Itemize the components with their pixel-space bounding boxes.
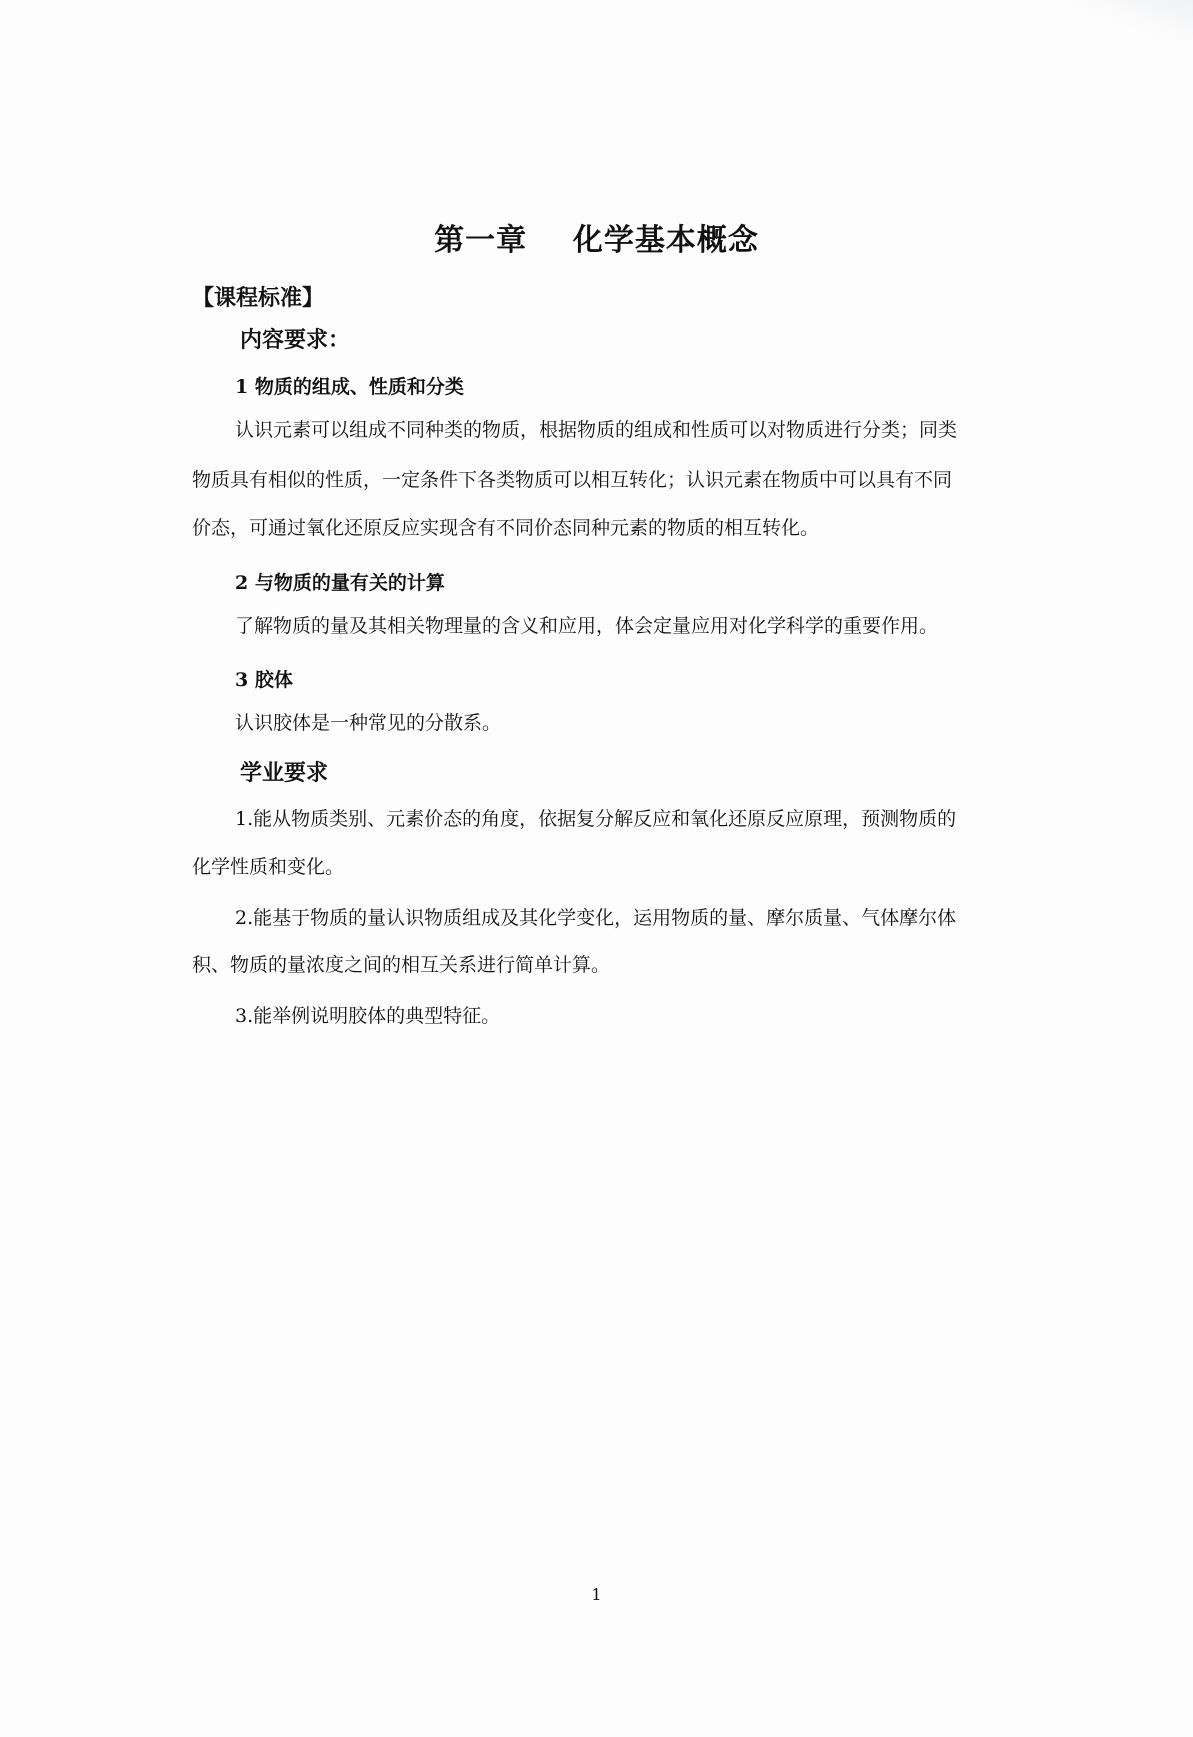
curriculum-standard-header: 【课程标准】 xyxy=(192,285,325,311)
content-item-title: 2 与物质的量有关的计算 xyxy=(235,572,445,594)
paragraph-line: 物质具有相似的性质，一定条件下各类物质可以相互转化；认识元素在物质中可以具有不同 xyxy=(192,469,953,491)
content-item-title: 3 胶体 xyxy=(235,669,293,691)
paragraph-line: 认识元素可以组成不同种类的物质，根据物质的组成和性质可以对物质进行分类；同类 xyxy=(235,419,958,441)
paragraph-line: 积、物质的量浓度之间的相互关系进行简单计算。 xyxy=(192,954,611,976)
paragraph-line: 价态，可通过氧化还原反应实现含有不同价态同种元素的物质的相互转化。 xyxy=(192,517,820,539)
academic-requirements-heading: 学业要求 xyxy=(240,760,329,786)
paragraph-line: 2.能基于物质的量认识物质组成及其化学变化，运用物质的量、摩尔质量、气体摩尔体 xyxy=(235,907,957,929)
paragraph-line: 1.能从物质类别、元素价态的角度，依据复分解反应和氧化还原反应原理，预测物质的 xyxy=(235,808,957,830)
page-number: 1 xyxy=(591,1585,602,1604)
content-requirements-heading: 内容要求： xyxy=(240,327,351,353)
scan-edge-shadow xyxy=(1073,0,1193,40)
paragraph-line: 3.能举例说明胶体的典型特征。 xyxy=(235,1005,501,1027)
paragraph-line: 了解物质的量及其相关物理量的含义和应用，体会定量应用对化学科学的重要作用。 xyxy=(235,615,939,637)
content-item-title: 1 物质的组成、性质和分类 xyxy=(235,376,464,398)
paragraph-line: 认识胶体是一种常见的分散系。 xyxy=(235,712,502,734)
paragraph-line: 化学性质和变化。 xyxy=(192,856,345,878)
chapter-title: 第一章 化学基本概念 xyxy=(434,223,759,258)
